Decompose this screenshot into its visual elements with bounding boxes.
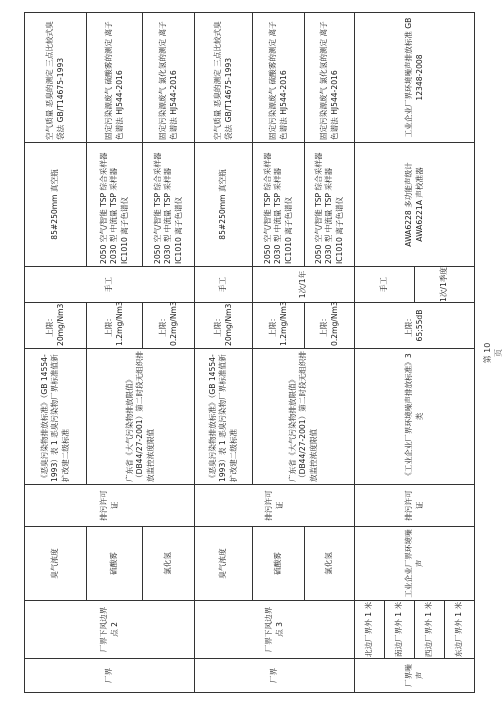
monitoring-table	[24, 12, 475, 693]
standard-cell: 《恶臭污染物排放标准》（GB 14554-1993）表 1 恶臭污染物厂界标准值新扩改建二级标准	[195, 349, 253, 485]
device-cell: 2050 空气/智能 TSP 综合采样器 2030 型 中流量 TSP 采样器 IC1010 离子色谱仪	[143, 143, 195, 267]
pollutant-cell: 工业企业厂界环境噪声	[355, 527, 475, 601]
method-type-cell: 手工	[195, 267, 253, 303]
standard-cell: 广东省《大气污染物排放限值》（DB44/27-2001）第二时段无组织排放监控浓度限值	[87, 349, 195, 485]
standard-cell: 《恶臭污染物排放标准》（GB 14554-1993）表 1 恶臭污染物厂界标准值新扩改建二级标准	[25, 349, 87, 485]
standard-cell: 广东省《大气污染物排放限值》（DB44/27-2001）第二时段无组织排放监控浓度限值	[253, 349, 355, 485]
limit-cell: 上限：20mg/Nm3	[195, 303, 253, 349]
basis-cell: 排污许可证	[195, 485, 355, 527]
method-cell: 固定污染源废气 硫酸雾的测定 离子色谱法 HJ544-2016	[87, 13, 143, 143]
category-cell: 厂界	[195, 659, 355, 693]
pollutant-cell: 硫酸雾	[253, 527, 305, 601]
noise-point: 南边厂界外 1 米	[384, 601, 414, 658]
frequency: 1次/1季度	[414, 267, 474, 302]
device-cell: 85#250mm 真空瓶	[25, 143, 87, 267]
device-cell: AWA6228 多功能声级计 AWA6221A 声校准器	[355, 143, 475, 267]
limit-cell: 上限：65;55dB	[355, 303, 475, 349]
limit-cell: 上限：1.2mg/Nm3	[253, 303, 305, 349]
category-cell: 厂界噪声	[355, 659, 475, 693]
noise-method-cell	[355, 267, 475, 303]
point-cell: 厂界下风边界点 2	[25, 601, 195, 659]
page-number: 第 10 页	[483, 342, 503, 364]
noise-points-cell	[355, 601, 475, 659]
method-type-cell: 手工	[25, 267, 195, 303]
noise-point: 北边厂界外 1 米	[364, 601, 374, 658]
device-cell: 2050 空气/智能 TSP 综合采样器 2030 型 中流量 TSP 采样器 IC1010 离子色谱仪	[253, 143, 305, 267]
device-cell: 2050 空气/智能 TSP 综合采样器 2030 型 中流量 TSP 采样器 IC1010 离子色谱仪	[305, 143, 355, 267]
category-cell: 厂界	[25, 659, 195, 693]
limit-cell: 上限：20mg/Nm3	[25, 303, 87, 349]
basis-cell: 排污许可证	[355, 485, 475, 527]
pollutant-cell: 氯化氢	[305, 527, 355, 601]
pollutant-cell: 臭气浓度	[195, 527, 253, 601]
method-cell: 固定污染源废气 氯化氢的测定 离子色谱法 HJ544-2016	[305, 13, 355, 143]
point-cell: 厂界下风边界点 3	[195, 601, 355, 659]
method-cell: 工业企业厂界环境噪声排放标准 GB 12348-2008	[355, 13, 475, 143]
method-cell: 空气质量 恶臭的测定 三点比较式臭袋法 GB/T14675-1993	[195, 13, 253, 143]
pollutant-cell: 氯化氢	[143, 527, 195, 601]
method-type: 手工	[379, 276, 389, 293]
limit-cell: 上限：0.2mg/Nm3	[143, 303, 195, 349]
frequency-cell: 1次/1年	[253, 267, 355, 303]
pollutant-cell: 臭气浓度	[25, 527, 87, 601]
standard-cell: 《工业企业厂界环境噪声排放标准》3 类	[355, 349, 475, 485]
noise-point: 西边厂界外 1 米	[414, 601, 444, 658]
pollutant-cell: 硫酸雾	[87, 527, 143, 601]
limit-cell: 上限：1.2mg/Nm3	[87, 303, 143, 349]
device-cell: 85#250mm 真空瓶	[195, 143, 253, 267]
basis-cell: 排污许可证	[25, 485, 195, 527]
limit-cell: 上限：0.2mg/Nm3	[305, 303, 355, 349]
method-cell: 固定污染源废气 硫酸雾的测定 离子色谱法 HJ544-2016	[253, 13, 305, 143]
device-cell: 2050 空气/智能 TSP 综合采样器 2030 型 中流量 TSP 采样器 IC1010 离子色谱仪	[87, 143, 143, 267]
noise-point: 东边厂界外 1 米	[444, 601, 474, 658]
method-cell: 空气质量 恶臭的测定 三点比较式臭袋法 GB/T14675-1993	[25, 13, 87, 143]
method-cell: 固定污染源废气 氯化氢的测定 离子色谱法 HJ544-2016	[143, 13, 195, 143]
